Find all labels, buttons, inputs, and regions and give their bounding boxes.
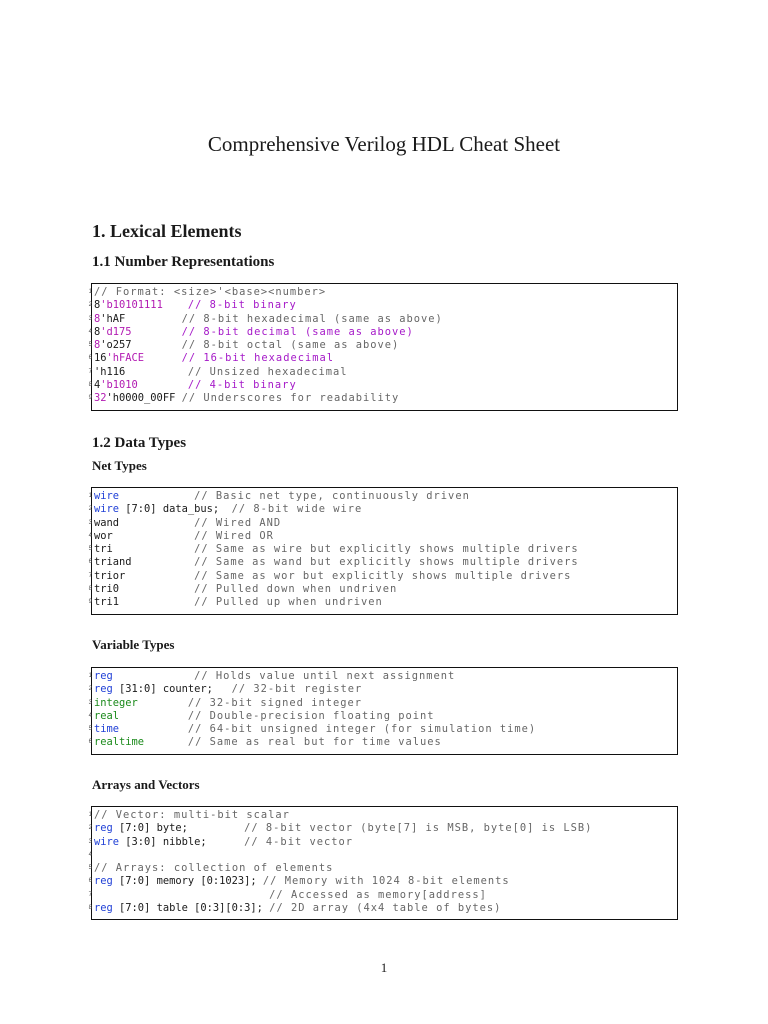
code-token: // 32-bit signed integer	[187, 696, 362, 709]
code-token	[144, 736, 188, 748]
line-number: 9	[88, 599, 92, 606]
code-token: 8	[94, 299, 101, 312]
code-token: [31:0] counter;	[112, 683, 232, 696]
code-token: // 8-bit vector (byte[7] is MSB, byte[0] is LSB)	[244, 822, 593, 835]
code-token	[119, 490, 194, 502]
code-line	[88, 723, 677, 736]
line-number: 2	[88, 825, 92, 832]
code-line	[88, 875, 677, 888]
code-token: // Accessed as memory[address]	[269, 888, 487, 901]
code-token: // 8-bit wide wire	[231, 503, 363, 516]
code-token	[94, 889, 269, 901]
code-token	[138, 697, 188, 709]
code-line	[88, 556, 677, 569]
code-line	[88, 325, 677, 339]
code-line	[88, 286, 677, 299]
line-number: 1	[88, 673, 92, 679]
heading-variable-types: Variable Types	[92, 637, 175, 652]
line-number: 1	[88, 289, 92, 295]
code-block-arrays	[88, 806, 678, 920]
line-number: 5	[88, 726, 92, 733]
code-token: // 32-bit register	[231, 683, 363, 696]
code-token	[144, 352, 182, 364]
code-token: // 64-bit unsigned integer (for simulation time)	[187, 723, 537, 736]
code-line	[88, 736, 677, 749]
code-line	[88, 683, 677, 696]
code-token: wor	[94, 529, 195, 542]
code-block-variable-types	[88, 667, 678, 755]
code-token: 4	[94, 379, 101, 392]
code-token: [7:0] table [0:3][0:3];	[112, 902, 270, 915]
code-token: // 16-bit hexadecimal	[181, 352, 334, 365]
code-token: // Arrays: collection of elements	[94, 862, 334, 875]
line-number: 4	[88, 712, 92, 719]
code-line	[88, 339, 677, 352]
code-token: // Holds value until next assignment	[194, 670, 456, 682]
line-number: 5	[88, 865, 92, 872]
code-token: reg	[94, 683, 113, 696]
line-number: 5	[88, 342, 92, 349]
code-token: 'b1010	[100, 379, 138, 392]
code-token	[163, 299, 188, 311]
line-number: 3	[88, 699, 92, 706]
line-number: 2	[88, 302, 92, 309]
code-token: 'o257	[100, 339, 182, 352]
code-line	[88, 849, 677, 862]
subsection-heading-number-representations: 1.1 Number Representations	[92, 254, 275, 270]
code-token: // Same as wand but explicitly shows multiple drivers	[194, 556, 579, 569]
code-token: [7:0] memory [0:1023];	[112, 875, 263, 888]
code-token: wire	[94, 490, 120, 502]
code-token: trior	[94, 569, 195, 582]
code-line	[88, 596, 677, 609]
line-number: 3	[88, 838, 92, 845]
code-token	[119, 723, 188, 735]
code-token: reg	[94, 902, 113, 915]
code-line	[88, 809, 677, 822]
code-token: // 8-bit binary	[187, 299, 297, 312]
code-line	[88, 583, 677, 596]
code-token: // Wired AND	[194, 516, 282, 529]
code-token: 8	[94, 325, 101, 338]
code-token: // Vector: multi-bit scalar	[94, 809, 290, 821]
code-token: // 2D array (4x4 table of bytes)	[269, 902, 502, 915]
code-line	[88, 902, 677, 915]
code-token: 'b10101111	[100, 299, 163, 312]
code-line	[88, 379, 677, 392]
line-number: 1	[88, 493, 92, 499]
code-line	[88, 529, 677, 543]
code-token: // 8-bit octal (same as above)	[181, 339, 400, 352]
code-token: // Same as wire but explicitly shows multiple drivers	[194, 543, 579, 556]
code-token: reg	[94, 875, 113, 888]
code-line	[88, 352, 677, 365]
code-token: // Format: <size>'<base><number>	[94, 286, 327, 298]
code-token: // Pulled up when undriven	[194, 596, 383, 609]
code-line	[88, 365, 677, 379]
code-line	[88, 569, 677, 583]
line-number: 6	[88, 739, 92, 746]
code-token: 'h0000_00FF	[106, 392, 182, 405]
code-token	[113, 670, 194, 682]
code-token: 32	[94, 392, 107, 405]
line-number: 9	[88, 395, 92, 402]
line-number: 2	[88, 506, 92, 513]
code-token: // Pulled down when undriven	[194, 583, 398, 596]
code-token: // 8-bit hexadecimal (same as above)	[181, 312, 443, 325]
line-number: 5	[88, 546, 92, 553]
code-token: // Basic net type, continuously driven	[194, 490, 470, 502]
code-token: 'hAF	[100, 312, 182, 325]
line-number: 6	[88, 559, 92, 566]
code-block-net-types	[88, 487, 678, 615]
code-line	[88, 312, 677, 326]
code-token: 8	[94, 339, 101, 352]
code-line	[88, 670, 677, 683]
code-token: reg	[94, 822, 113, 835]
code-token	[119, 710, 188, 722]
document-title: Comprehensive Verilog HDL Cheat Sheet	[207, 132, 561, 156]
code-token: // Double-precision floating point	[187, 709, 435, 722]
code-token: [7:0] data_bus;	[119, 503, 232, 516]
line-number: 8	[88, 905, 92, 912]
line-number: 4	[88, 851, 92, 858]
line-number: 4	[88, 532, 92, 539]
code-block-numbers	[88, 283, 678, 411]
line-number: 4	[88, 328, 92, 335]
code-token: // 4-bit vector	[244, 835, 353, 848]
line-number: 7	[88, 368, 92, 375]
code-token: tri1	[94, 596, 195, 609]
line-number: 8	[88, 586, 92, 593]
code-token: [3:0] nibble;	[119, 835, 245, 848]
code-token: // Wired OR	[194, 529, 274, 542]
code-line	[88, 490, 677, 503]
code-line	[88, 503, 677, 516]
code-token: 'hFACE	[106, 352, 145, 365]
page-number: 1	[380, 960, 388, 975]
line-number: 7	[88, 891, 92, 898]
line-number: 2	[88, 686, 92, 693]
code-token: wand	[94, 516, 195, 529]
heading-arrays-and-vectors: Arrays and Vectors	[92, 777, 200, 792]
code-token: triand	[94, 556, 195, 569]
code-token: realtime	[94, 736, 145, 749]
code-token: real	[94, 709, 120, 722]
code-token: tri	[94, 543, 195, 556]
code-token: time	[94, 723, 120, 736]
code-line	[88, 822, 677, 835]
code-line	[88, 543, 677, 556]
code-token: 8	[94, 312, 101, 325]
line-number: 8	[88, 382, 92, 389]
code-token: // Memory with 1024 8-bit elements	[262, 875, 510, 888]
code-token: 'd175	[100, 325, 132, 338]
code-token: reg	[94, 670, 113, 682]
code-token: // Underscores for readability	[181, 392, 400, 405]
code-line	[88, 709, 677, 723]
code-line	[88, 696, 677, 710]
code-token: 'h116	[94, 365, 188, 378]
line-number: 3	[88, 519, 92, 526]
subsection-heading-data-types: 1.2 Data Types	[92, 435, 187, 451]
code-line	[88, 392, 677, 405]
line-number: 7	[88, 572, 92, 579]
code-token: tri0	[94, 583, 195, 596]
code-token: 16	[94, 352, 107, 365]
code-token: wire	[94, 503, 120, 516]
line-number: 6	[88, 878, 92, 885]
heading-net-types: Net Types	[92, 458, 147, 473]
code-token: [7:0] byte;	[112, 822, 245, 835]
code-line	[88, 862, 677, 875]
code-token: // Same as wor but explicitly shows multiple drivers	[194, 569, 572, 582]
code-token: // Unsized hexadecimal	[187, 365, 348, 378]
code-token: // 4-bit binary	[187, 379, 297, 392]
line-number: 3	[88, 315, 92, 322]
code-line	[88, 516, 677, 530]
code-token: integer	[94, 696, 138, 709]
line-number: 6	[88, 355, 92, 362]
line-number: 1	[88, 812, 92, 818]
code-line	[88, 299, 677, 312]
code-token	[138, 379, 188, 391]
section-heading-lexical-elements: 1. Lexical Elements	[92, 221, 242, 241]
code-token	[132, 326, 182, 338]
code-line	[88, 888, 677, 902]
code-line	[88, 835, 677, 849]
code-token: wire	[94, 835, 120, 848]
code-token: // 8-bit decimal (same as above)	[181, 325, 414, 338]
code-token: // Same as real but for time values	[187, 736, 442, 749]
